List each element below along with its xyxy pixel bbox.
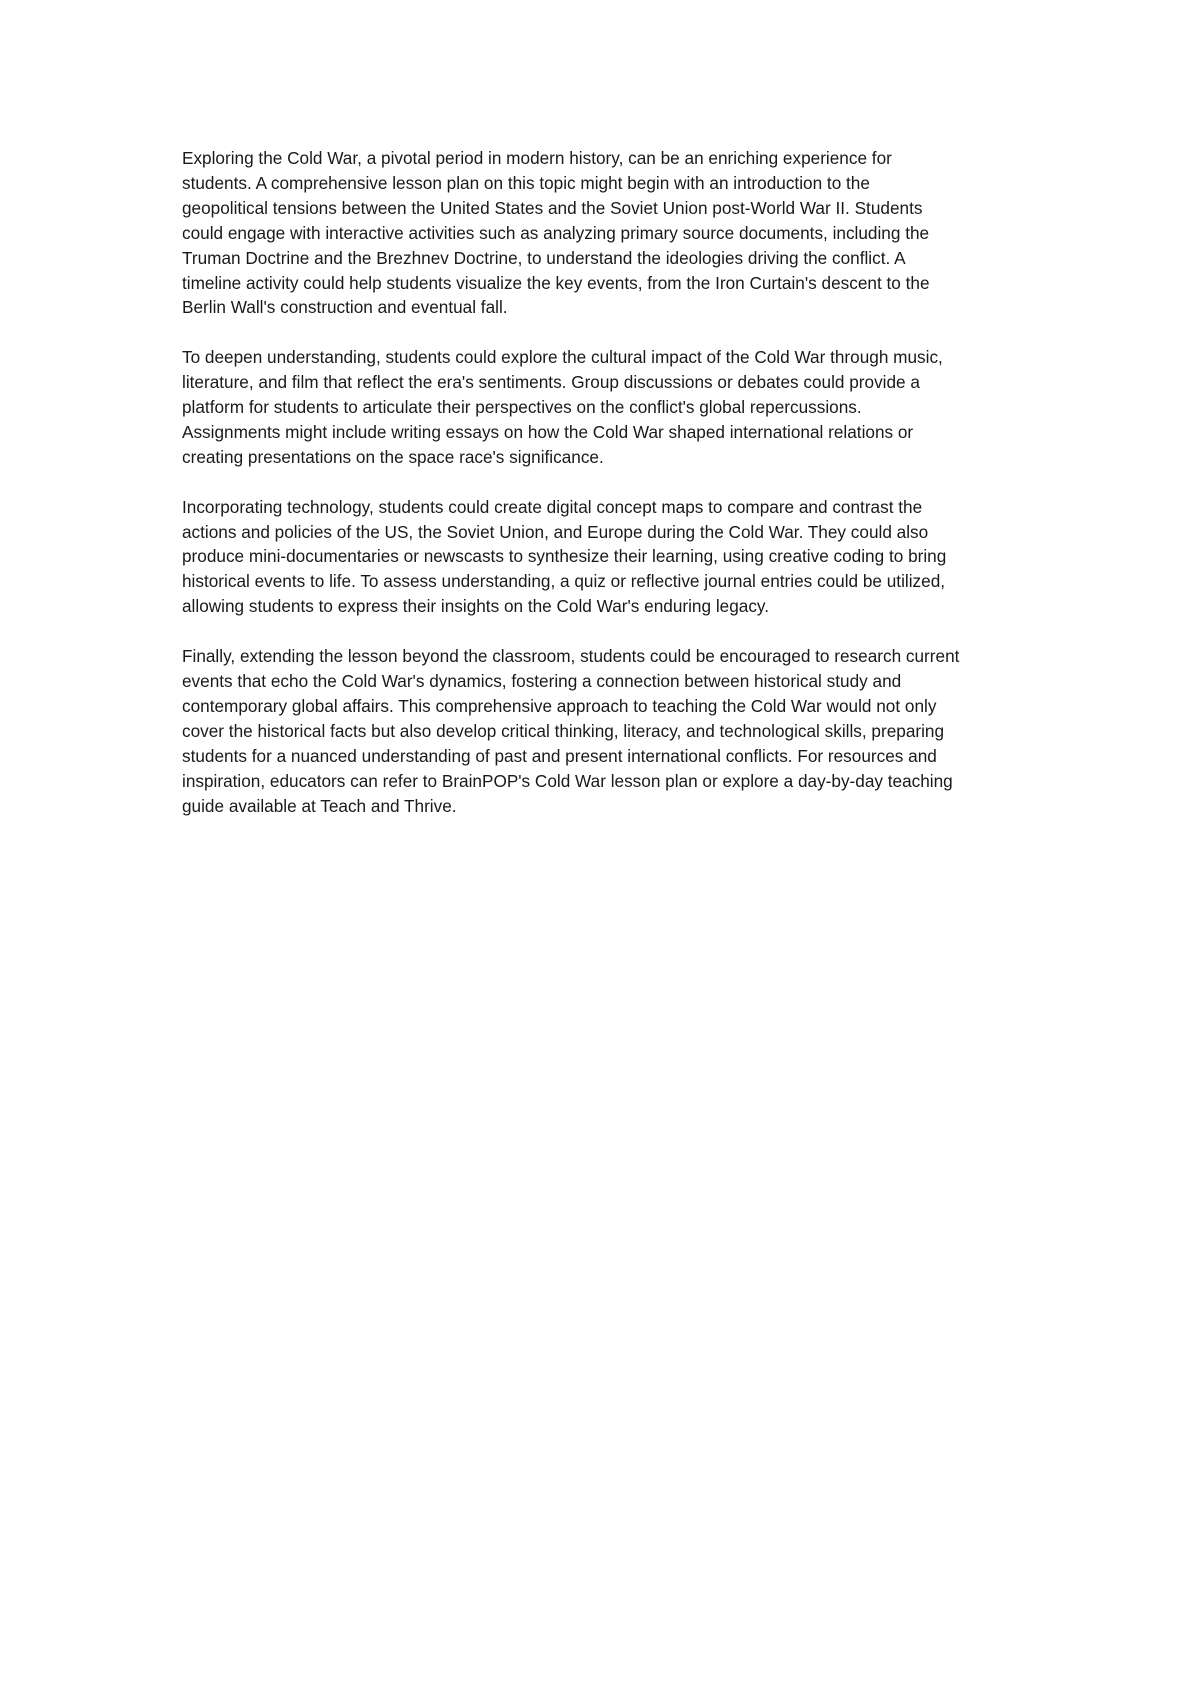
text-line: contemporary global affairs. This comprehensive approach to teaching the Cold War would not only — [182, 695, 937, 716]
paragraph-1 — [182, 146, 1032, 320]
text-line: timeline activity could help students visualize the key events, from the Iron Curtain's descent to the — [182, 272, 930, 293]
text-line: students for a nuanced understanding of past and present international conflicts. For resources and — [182, 745, 937, 766]
text-line: platform for students to articulate their perspectives on the conflict's global repercussions. — [182, 397, 862, 418]
text-line: could engage with interactive activities such as analyzing primary source documents, including the — [182, 222, 930, 243]
text-line: geopolitical tensions between the United States and the Soviet Union post-World War II. Students — [182, 197, 923, 218]
text-line: allowing students to express their insights on the Cold War's enduring legacy. — [182, 596, 770, 617]
text-line: Berlin Wall's construction and eventual fall. — [182, 297, 508, 318]
text-line: literature, and film that reflect the era's sentiments. Group discussions or debates could provide a — [182, 372, 920, 393]
text-line: guide available at Teach and Thrive. — [182, 795, 457, 816]
text-line: inspiration, educators can refer to BrainPOP's Cold War lesson plan or explore a day-by-day teaching — [182, 770, 953, 791]
paragraph-4 — [182, 644, 1032, 818]
text-line: produce mini-documentaries or newscasts to synthesize their learning, using creative coding to bring — [182, 546, 947, 567]
text-line: students. A comprehensive lesson plan on this topic might begin with an introduction to the — [182, 172, 870, 193]
text-line: Finally, extending the lesson beyond the classroom, students could be encouraged to research current — [182, 646, 960, 667]
text-line: Exploring the Cold War, a pivotal period in modern history, can be an enriching experience for — [182, 148, 892, 168]
text-line: Assignments might include writing essays on how the Cold War shaped international relations or — [182, 421, 914, 442]
text-line: Truman Doctrine and the Brezhnev Doctrine, to understand the ideologies driving the conflict. A — [182, 247, 906, 268]
text-line: actions and policies of the US, the Soviet Union, and Europe during the Cold War. They could also — [182, 521, 929, 542]
text-line: cover the historical facts but also develop critical thinking, literacy, and technological skills, preparing — [182, 720, 945, 741]
paragraph-3 — [182, 495, 1032, 620]
text-line: historical events to life. To assess understanding, a quiz or reflective journal entries could be utilized, — [182, 571, 946, 592]
text-line: events that echo the Cold War's dynamics, fostering a connection between historical study and — [182, 670, 902, 691]
paragraph-2 — [182, 345, 1032, 470]
text-line: Incorporating technology, students could create digital concept maps to compare and contrast the — [182, 496, 923, 517]
document-body — [182, 146, 1032, 843]
text-line: To deepen understanding, students could explore the cultural impact of the Cold War through music, — [182, 347, 943, 368]
text-line: creating presentations on the space race's significance. — [182, 446, 604, 467]
